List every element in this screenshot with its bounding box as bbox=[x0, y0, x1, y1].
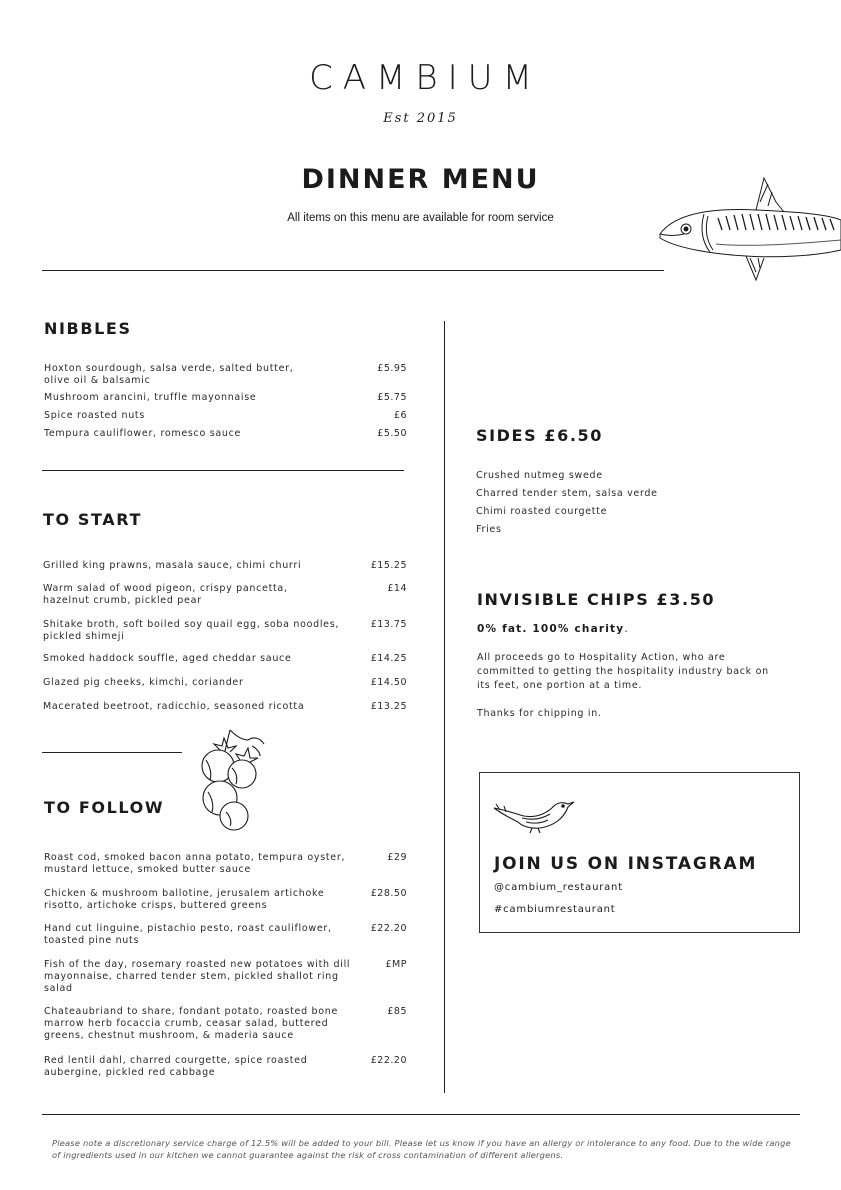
instagram-hashtag[interactable]: #cambiumrestaurant bbox=[494, 904, 616, 915]
menu-item-price: £85 bbox=[387, 1006, 407, 1017]
mackerel-illustration bbox=[656, 172, 841, 288]
menu-item-price: £5.75 bbox=[377, 392, 407, 403]
menu-item-name: Fish of the day, rosemary roasted new potatoes with dill mayonnaise, charred tender stem, pickled shallot ring salad bbox=[44, 959, 351, 994]
menu-item-price: £6 bbox=[393, 410, 407, 421]
menu-item-name: Chicken & mushroom ballotine, jerusalem artichoke risotto, artichoke crisps, buttered greens bbox=[44, 888, 325, 911]
page-title: DINNER MENU bbox=[301, 164, 540, 195]
section-heading-nibbles: NIBBLES bbox=[44, 319, 132, 338]
menu-item-price: £14.50 bbox=[370, 677, 407, 688]
menu-item-name: Grilled king prawns, masala sauce, chimi churri bbox=[43, 560, 302, 571]
allergy-note: Please note a discretionary service charge of 12.5% will be added to your bill. Please let us know if you have an allergy or intolerance to any food. Due to the wide range of ingredients used in our kitchen we cannot guarantee against the risk of cross contamination of different allergens. bbox=[52, 1138, 791, 1160]
header-divider bbox=[42, 270, 664, 271]
tagline-bold: 0% fat. 100% charity bbox=[477, 623, 625, 635]
bird-illustration bbox=[492, 796, 576, 834]
menu-item-name: Chateaubriand to share, fondant potato, roasted bone marrow herb focaccia crumb, ceasar salad, buttered greens, chestnut mushroom, & maderia sauce bbox=[44, 1006, 339, 1041]
menu-item-price: £22.20 bbox=[370, 923, 407, 934]
menu-item-name: Hand cut linguine, pistachio pesto, roast cauliflower, toasted pine nuts bbox=[44, 923, 332, 946]
menu-item-price: £13.75 bbox=[370, 619, 407, 630]
menu-item-name: Hoxton sourdough, salsa verde, salted butter, olive oil & balsamic bbox=[44, 363, 294, 386]
brand-logo: CAMBIUM bbox=[309, 58, 542, 98]
invisible-chips-paragraph: All proceeds go to Hospitality Action, who are committed to getting the hospitality industry back on its feet, one portion at a time. bbox=[477, 652, 769, 691]
menu-item-name: Spice roasted nuts bbox=[44, 410, 146, 421]
tomato-vine-illustration bbox=[190, 726, 270, 832]
footer-divider bbox=[42, 1114, 800, 1115]
nibbles-divider bbox=[42, 470, 404, 471]
menu-item-name: Mushroom arancini, truffle mayonnaise bbox=[44, 392, 257, 403]
menu-item-price: £13.25 bbox=[370, 701, 407, 712]
side-item: Crushed nutmeg swede bbox=[476, 470, 603, 481]
menu-item-name: Shitake broth, soft boiled soy quail egg, soba noodles, pickled shimeji bbox=[43, 619, 340, 642]
invisible-chips-thanks: Thanks for chipping in. bbox=[477, 708, 602, 719]
instagram-heading: JOIN US ON INSTAGRAM bbox=[494, 854, 758, 874]
menu-item-price: £28.50 bbox=[370, 888, 407, 899]
menu-item-name: Roast cod, smoked bacon anna potato, tempura oyster, mustard lettuce, smoked butter sauce bbox=[44, 852, 346, 875]
menu-item-price: £14.25 bbox=[370, 653, 407, 664]
menu-item-price: £5.95 bbox=[377, 363, 407, 374]
to-start-divider bbox=[42, 752, 182, 753]
invisible-chips-tagline bbox=[477, 623, 629, 635]
menu-item-price: £22.20 bbox=[370, 1055, 407, 1066]
menu-item-price: £14 bbox=[387, 583, 407, 594]
menu-item-name: Tempura cauliflower, romesco sauce bbox=[44, 428, 242, 439]
page-subtitle: All items on this menu are available for room service bbox=[287, 212, 554, 224]
section-heading-to-follow: TO FOLLOW bbox=[44, 798, 165, 817]
menu-item-name: Red lentil dahl, charred courgette, spice roasted aubergine, pickled red cabbage bbox=[44, 1055, 308, 1078]
menu-item-price: £15.25 bbox=[370, 560, 407, 571]
menu-item-price: £MP bbox=[385, 959, 407, 970]
side-item: Chimi roasted courgette bbox=[476, 506, 608, 517]
section-heading-to-start: TO START bbox=[43, 510, 142, 529]
section-heading-sides: SIDES £6.50 bbox=[476, 426, 603, 445]
established-year: Est 2015 bbox=[383, 111, 458, 126]
menu-item-name: Glazed pig cheeks, kimchi, coriander bbox=[43, 677, 244, 688]
section-heading-invisible-chips: INVISIBLE CHIPS £3.50 bbox=[477, 590, 716, 609]
menu-item-name: Warm salad of wood pigeon, crispy pancetta, hazelnut crumb, pickled pear bbox=[43, 583, 288, 606]
side-item: Charred tender stem, salsa verde bbox=[476, 488, 658, 499]
instagram-handle[interactable]: @cambium_restaurant bbox=[494, 882, 623, 893]
menu-item-price: £29 bbox=[387, 852, 407, 863]
menu-item-price: £5.50 bbox=[377, 428, 407, 439]
column-divider bbox=[444, 321, 445, 1093]
tagline-end: . bbox=[624, 623, 629, 635]
menu-item-name: Smoked haddock souffle, aged cheddar sauce bbox=[43, 653, 292, 664]
side-item: Fries bbox=[476, 524, 502, 535]
menu-item-name: Macerated beetroot, radicchio, seasoned ricotta bbox=[43, 701, 305, 712]
